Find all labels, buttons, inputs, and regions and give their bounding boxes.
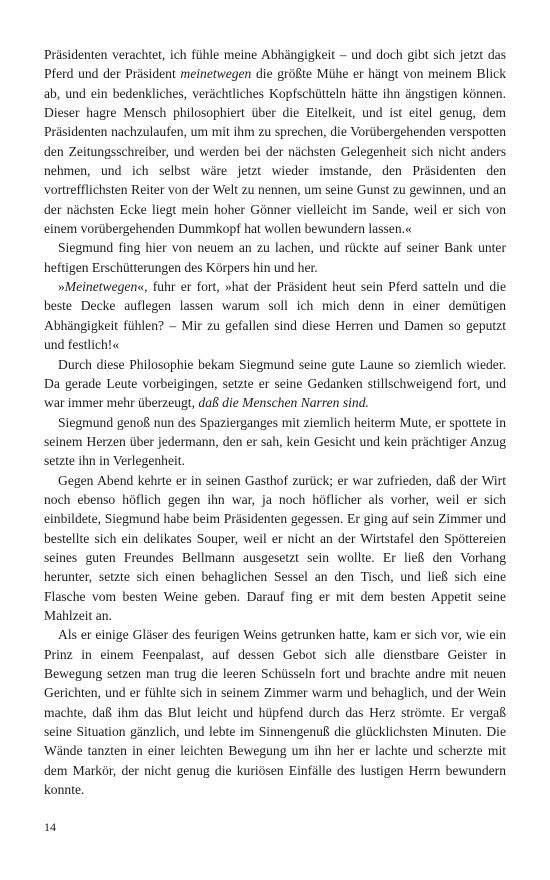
italic-run: meinetwegen xyxy=(180,66,252,82)
book-page-text xyxy=(44,45,506,799)
italic-run: Meinetwegen xyxy=(64,279,138,295)
paragraph-3 xyxy=(44,277,506,354)
text-run: Gegen Abend kehrte er in seinen Gasthof zurück; er war zufrieden, daß der Wirt noch ebenso höflich gegen ihn war, ja noch höflicher als vorher, weil er sich einbildete, Siegmund habe beim Präsidenten gegessen. Er ging auf sein Zimmer und bestellte sich ein delikates Souper, weil er nicht an der Wirtstafel den Spöttereien seines guten Freundes Bellmann ausgesetzt sein wollte. Er ließ den Vorhang herunter, setzte sich einen behaglichen Sessel an den Tisch, und ließ sich eine Flasche vom besten Weine geben. Darauf fing er mit dem besten Appetit seine Mahlzeit an. xyxy=(44,472,506,623)
italic-run: daß die Menschen Narren sind. xyxy=(198,395,369,411)
text-run: Durch diese Philosophie bekam Siegmund seine gute Laune so ziemlich wieder. Da gerade Leute vorbeigingen, setzte er seine Gedanken stillschweigend fort, und war immer mehr überzeugt, xyxy=(44,356,506,411)
paragraph-5 xyxy=(44,413,506,471)
paragraph-2 xyxy=(44,238,506,277)
paragraph-7 xyxy=(44,625,506,799)
text-run: Siegmund fing hier von neuem an zu lachen, und rückte auf seiner Bank unter heftigen Erschütterungen des Körpers hin und her. xyxy=(44,240,506,275)
paragraph-4 xyxy=(44,355,506,413)
text-run: «, fuhr er fort, »hat der Präsident heut sein Pferd satteln und die beste Decke auflegen lassen warum soll ich mich denn in einer demütigen Abhängigkeit fühlen? – Mir zu gefallen sind diese Herren und Damen so geputzt und festlich!« xyxy=(44,279,506,353)
text-run: » xyxy=(58,279,65,295)
text-run: die größte Mühe er hängt von meinem Blick ab, und ein bedenkliches, verächtliches Kopfschütteln hätte ihn ängstigen können. Dieser hagre Mensch philosophiert über die Eitelkeit, und ist eitel genug, dem Präsidenten nachzulaufen, um mit ihm zu sprechen, die Vorübergehenden verspotten den Zeitungsschreiber, und werden bei der nächsten Gelegenheit sich nicht anders nehmen, und ich selbst wäre jetzt wieder imstande, den Präsidenten den vortrefflichsten Reiter von der Welt zu nennen, um seine Gunst zu gewinnen, und an der nächsten Ecke liegt mein hoher Gönner vielleicht im Sande, weil er sich von einem vorübergehenden Dummkopf hat wollen bewundern lassen.« xyxy=(44,66,506,237)
text-run: Siegmund genoß nun des Spazierganges mit ziemlich heiterm Mute, er spottete in seinem Herzen über jedermann, den er sah, kein Gesicht und kein prächtiger Anzug setzte ihn in Verlegenheit. xyxy=(44,414,506,469)
text-run: Als er einige Gläser des feurigen Weins getrunken hatte, kam er sich vor, wie ein Prinz in einem Feenpalast, auf dessen Gebot sich alle dienstbare Geister in Bewegung setzen man trug die leeren Schüsseln fort und brachte andre mit neuen Gerichten, und er fühlte sich in seinem Zimmer warm und behaglich, und der Wein machte, daß ihm das Blut leicht und hüpfend durch das Herz strömte. Er vergaß seine Situation gänzlich, und lebte im Sinnengenuß die glücklichsten Minuten. Die Wände tanzten in einer leichten Bewegung um ihn her er lachte und scherzte mit dem Markör, der nicht genug die kuriösen Einfälle des lustigen Herrn bewundern konnte. xyxy=(44,627,506,798)
paragraph-1 xyxy=(44,45,506,238)
paragraph-6 xyxy=(44,471,506,626)
text-run: Präsidenten verachtet, ich fühle meine Abhängigkeit – und doch gibt sich jetzt das Pferd und der Präsident xyxy=(44,47,506,82)
page-number: 14 xyxy=(44,820,56,834)
